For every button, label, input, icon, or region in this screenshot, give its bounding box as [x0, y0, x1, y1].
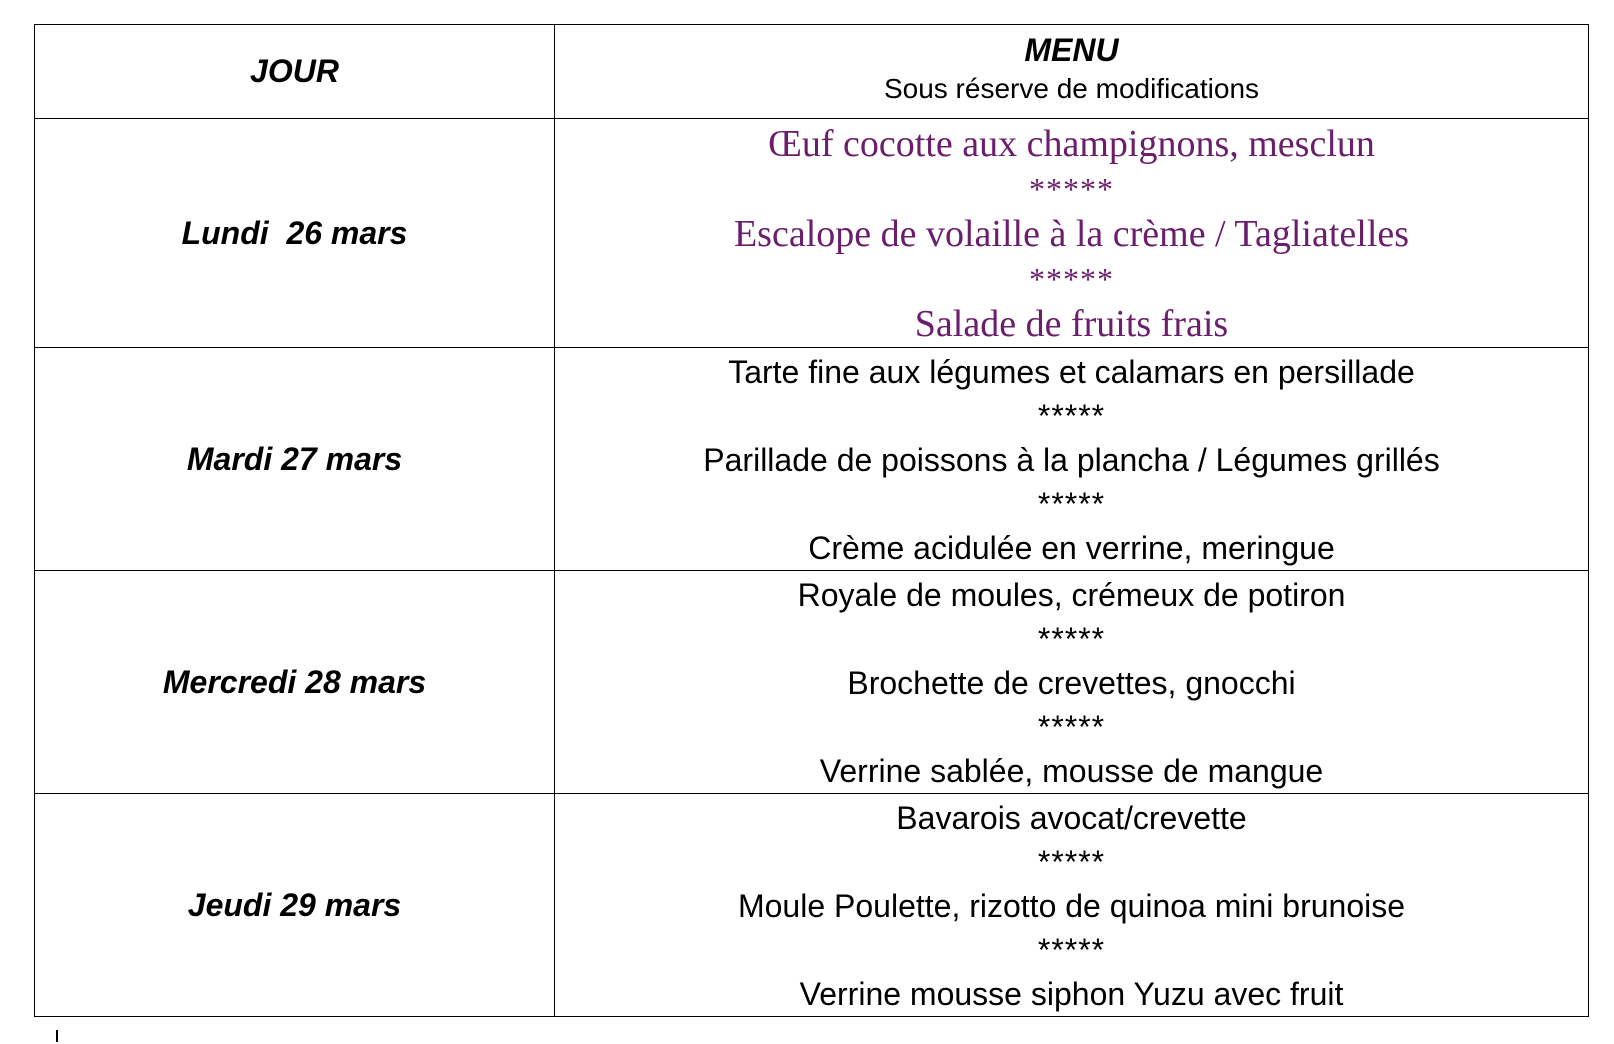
dessert-text: Verrine mousse siphon Yuzu avec fruit: [799, 976, 1344, 1012]
menu-cell: [555, 794, 1589, 1017]
separator-stars: *****: [1029, 171, 1114, 207]
day-label: Lundi 26 mars: [181, 214, 408, 251]
table-row: [35, 571, 1589, 794]
header-day-cell: [35, 25, 555, 119]
header-menu-cell: [555, 25, 1589, 119]
menu-cell: [555, 571, 1589, 794]
main-course-text: Parillade de poissons à la plancha / Légumes grillés: [703, 442, 1440, 478]
header-day-label: JOUR: [250, 53, 339, 89]
day-label: Mercredi 28 mars: [162, 663, 427, 700]
dessert-text: Salade de fruits frais: [914, 303, 1229, 345]
day-cell: [35, 571, 555, 794]
day-label: Mardi 27 mars: [186, 440, 403, 477]
dessert-text: Crème acidulée en verrine, meringue: [808, 530, 1335, 566]
separator-stars: *****: [1037, 709, 1106, 745]
separator-stars: *****: [1037, 621, 1106, 657]
day-cell: [35, 119, 555, 348]
dessert-text: Verrine sablée, mousse de mangue: [819, 753, 1324, 789]
menu-cell: [555, 348, 1589, 571]
starter-text: Tarte fine aux légumes et calamars en persillade: [728, 354, 1415, 390]
starter-text: Bavarois avocat/crevette: [896, 800, 1247, 836]
table-header-row: [35, 25, 1589, 119]
day-label: Jeudi 29 mars: [187, 886, 402, 923]
separator-stars: *****: [1037, 932, 1106, 968]
header-menu-label: MENU: [1024, 32, 1119, 68]
starter-text: Royale de moules, crémeux de potiron: [797, 577, 1346, 613]
table-row: [35, 348, 1589, 571]
starter-text: Œuf cocotte aux champignons, mesclun: [768, 123, 1375, 165]
menu-cell: [555, 119, 1589, 348]
table-row: [35, 794, 1589, 1017]
day-cell: [35, 348, 555, 571]
separator-stars: *****: [1037, 398, 1106, 434]
main-course-text: Brochette de crevettes, gnocchi: [847, 665, 1296, 701]
weekly-menu-table: [34, 24, 1589, 1017]
separator-stars: *****: [1037, 486, 1106, 522]
paragraph-mark: [56, 1030, 58, 1042]
separator-stars: *****: [1037, 844, 1106, 880]
table-row: [35, 119, 1589, 348]
main-course-text: Escalope de volaille à la crème / Tagliatelles: [733, 213, 1410, 255]
separator-stars: *****: [1029, 261, 1114, 297]
main-course-text: Moule Poulette, rizotto de quinoa mini brunoise: [737, 888, 1406, 924]
header-menu-note: Sous réserve de modifications: [883, 73, 1260, 104]
day-cell: [35, 794, 555, 1017]
